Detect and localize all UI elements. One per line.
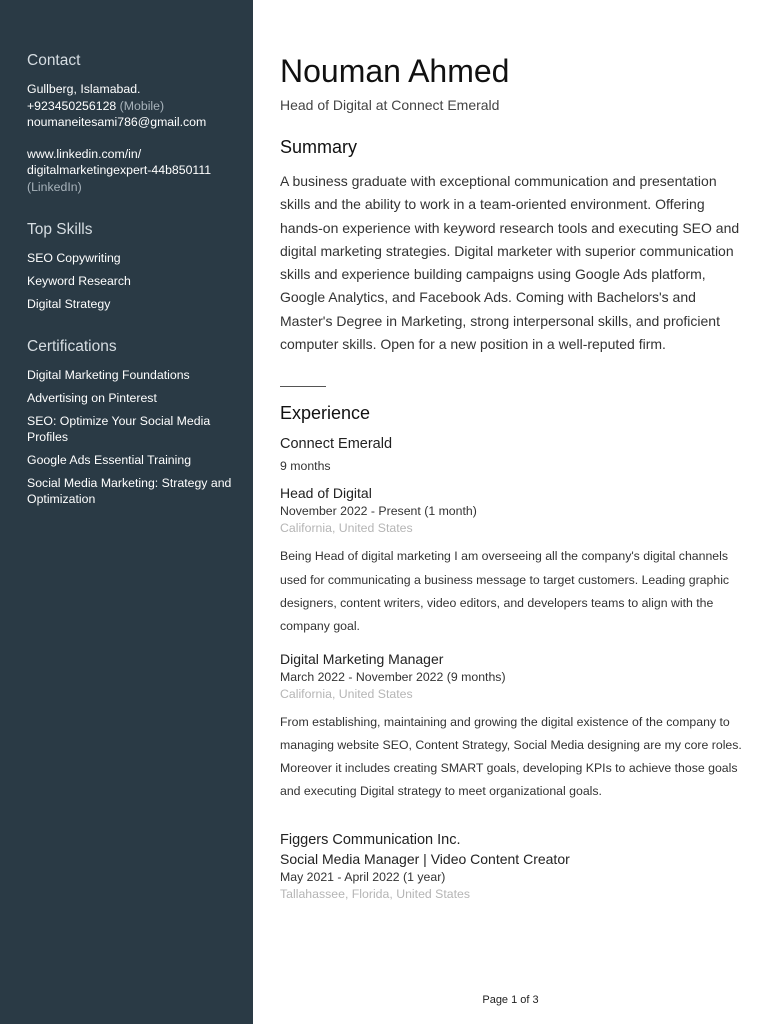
linkedin-label: (LinkedIn): [27, 179, 82, 194]
contact-section: [27, 52, 237, 195]
certification-item: SEO: Optimize Your Social Media Profiles: [27, 414, 211, 444]
role-title: Digital Marketing Manager: [280, 650, 444, 667]
contact-phone-label: (Mobile): [119, 98, 165, 113]
experience-heading: Experience: [280, 403, 371, 424]
role-title: Head of Digital: [280, 485, 372, 502]
linkedin-url-line1[interactable]: www.linkedin.com/in/: [27, 146, 142, 161]
company-name: Figgers Communication Inc.: [280, 831, 461, 848]
skill-item: SEO Copywriting: [27, 251, 121, 265]
role-title: Social Media Manager | Video Content Creator: [280, 850, 570, 867]
main-content: [280, 50, 742, 901]
summary-heading: Summary: [280, 137, 358, 157]
contact-address: Gullberg, Islamabad.: [27, 82, 141, 96]
skill-item: Keyword Research: [27, 274, 131, 288]
role-entry: [280, 651, 742, 804]
skills-heading: Top Skills: [27, 221, 93, 238]
role-location: Tallahassee, Florida, United States: [280, 886, 471, 901]
sidebar: [0, 0, 253, 1024]
certifications-heading: Certifications: [27, 338, 117, 355]
skills-section: [27, 221, 237, 312]
company-name: Connect Emerald: [280, 436, 393, 453]
contact-phone: +923450256128: [27, 98, 117, 113]
summary-text: A business graduate with exceptional communication and presentation skills and the ability to work in a team-oriented environment. Offering hands-on experience with keyword research tools and executing SEO and digital marketing strategies. Digital marketer with superior communication skills and experience building campaigns using Google Ads platform, Google Analytics, and Facebook Ads. Coming with Bachelors's and Master's Degree in Marketing, strong interpersonal skills, and proficient computer skills. Open for a new position in a well-reputed firm.: [280, 173, 740, 353]
certification-item: Social Media Marketing: Strategy and Optimization: [27, 476, 232, 506]
certification-item: Google Ads Essential Training: [27, 453, 192, 467]
linkedin-url-line2[interactable]: digitalmarketingexpert-44b850111: [27, 163, 212, 177]
role-description: Being Head of digital marketing I am overseeing all the company's digital channels used for communicating a business message to target customers. Leading graphic designers, content writers, video editors, and developers teams to align with the company goal.: [280, 549, 730, 634]
certifications-section: [27, 338, 237, 507]
certification-item: Digital Marketing Foundations: [27, 368, 190, 382]
experience-entry: [280, 436, 742, 803]
role-dates: May 2021 - April 2022 (1 year): [280, 869, 446, 884]
candidate-name: Nouman Ahmed: [280, 53, 510, 89]
role-location: California, United States: [280, 521, 413, 536]
section-divider: [280, 386, 326, 387]
skill-item: Digital Strategy: [27, 297, 111, 311]
company-duration: 9 months: [280, 459, 331, 474]
role-dates: March 2022 - November 2022 (9 months): [280, 669, 506, 684]
experience-entry: [280, 832, 742, 901]
role-description: From establishing, maintaining and growing the digital existence of the company to managing website SEO, Content Strategy, Social Media designing are my core roles. Moreover it includes creating SMART goals, developing KPIs to achieve those goals and executing Digital strategy to meet organizational goals.: [280, 714, 742, 799]
role-dates: November 2022 - Present (1 month): [280, 504, 477, 519]
contact-heading: Contact: [27, 52, 81, 69]
page-number: Page 1 of 3: [482, 994, 539, 1006]
role-location: California, United States: [280, 686, 413, 701]
certification-item: Advertising on Pinterest: [27, 391, 157, 405]
contact-phone-row: [27, 98, 237, 115]
candidate-headline: Head of Digital at Connect Emerald: [280, 97, 500, 113]
contact-email[interactable]: noumaneitesami786@gmail.com: [27, 115, 207, 129]
role-entry: [280, 485, 742, 638]
